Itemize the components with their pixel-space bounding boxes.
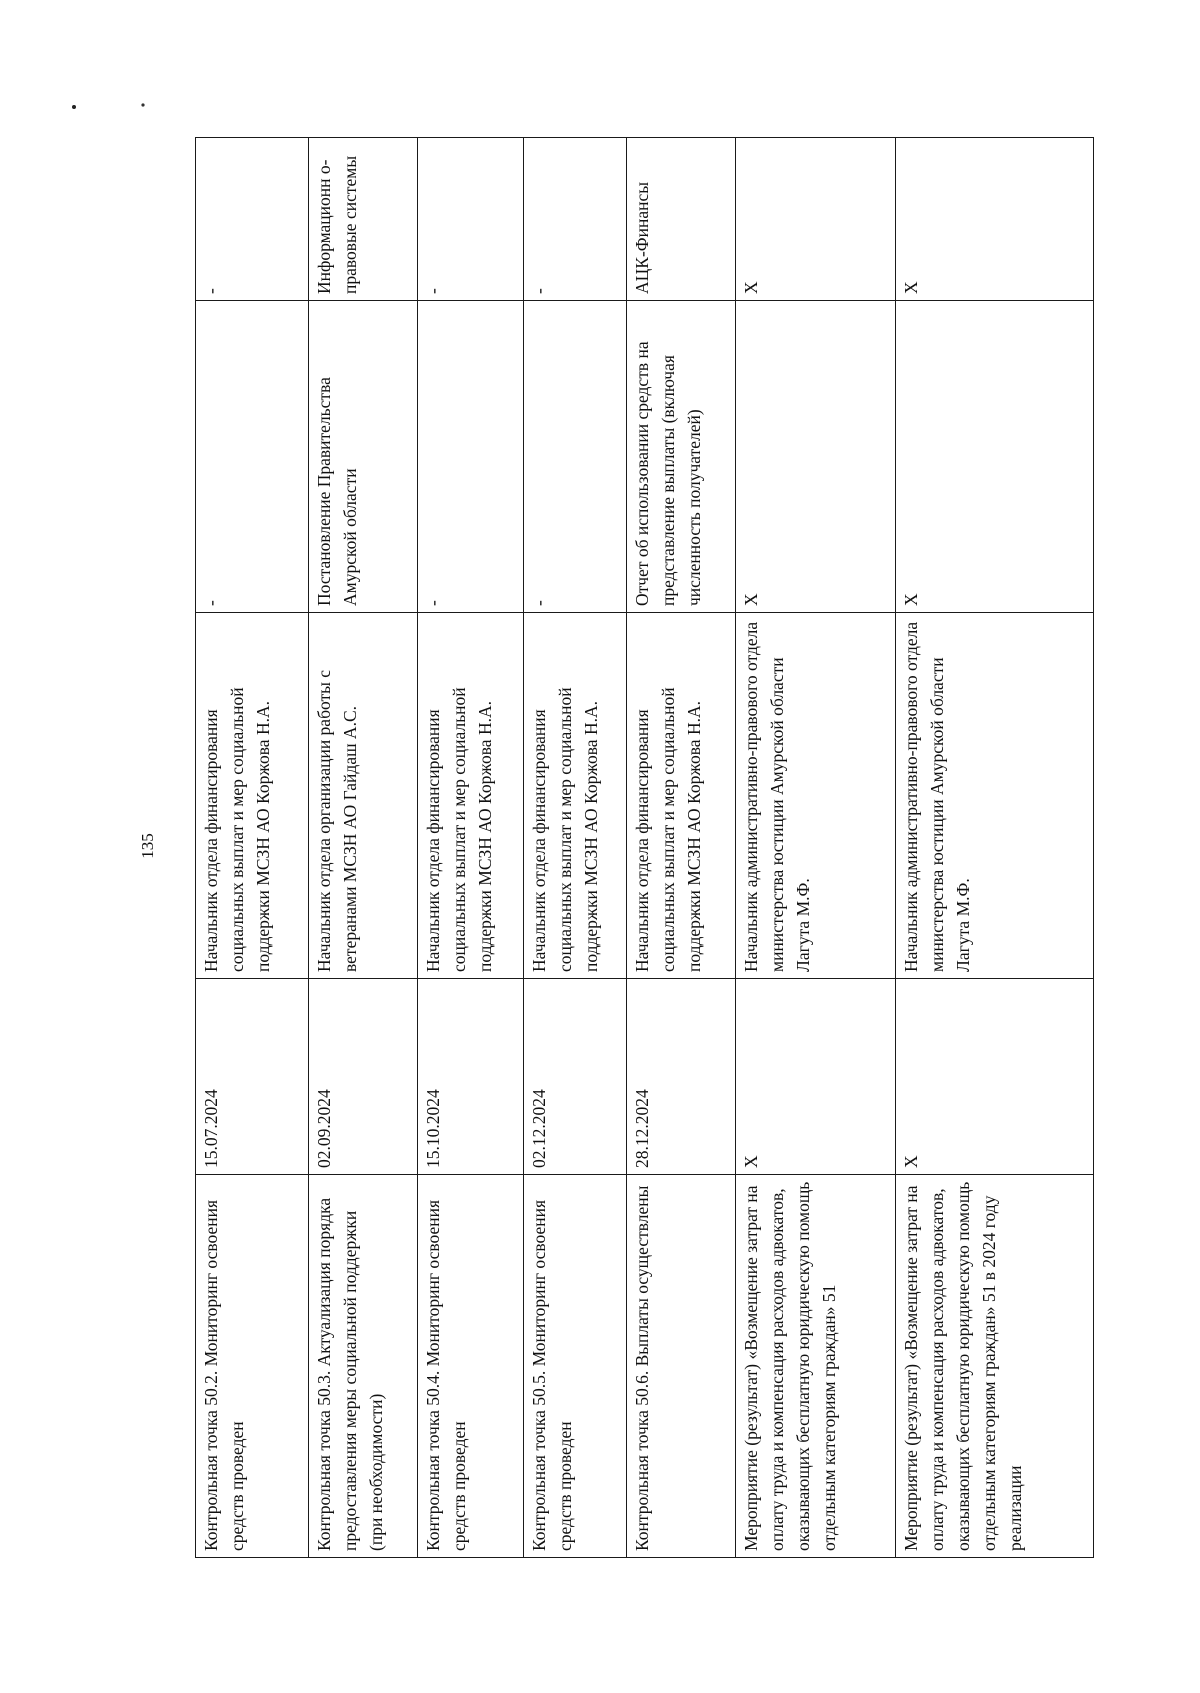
cell-responsible: Начальник отдела финансирования социальных выплат и мер социальной поддержки МСЗН АО Коржова Н.А. — [196, 613, 309, 979]
cell-name: Контрольная точка 50.2. Мониторинг освоения средств проведен — [196, 1175, 309, 1558]
cell-document: - — [418, 301, 524, 613]
cell-document: - — [196, 301, 309, 613]
cell-document: Постановление Правительства Амурской области — [309, 301, 418, 613]
cell-document: Отчет об использовании средств на представление выплаты (включая численность получателей) — [627, 301, 736, 613]
cell-responsible: Начальник отдела финансирования социальных выплат и мер социальной поддержки МСЗН АО Коржова Н.А. — [418, 613, 524, 979]
cell-system: X — [896, 138, 1094, 301]
cell-document: X — [736, 301, 896, 613]
cell-responsible: Начальник отдела организации работы с ветеранами МСЗН АО Гайдаш А.С. — [309, 613, 418, 979]
cell-date: 02.09.2024 — [309, 979, 418, 1175]
table-row — [196, 138, 309, 1558]
table-row — [896, 138, 1094, 1558]
cell-name: Контрольная точка 50.5. Мониторинг освоения средств проведен — [524, 1175, 627, 1558]
table-row — [627, 138, 736, 1558]
table-row — [736, 138, 896, 1558]
cell-system: X — [736, 138, 896, 301]
cell-responsible: Начальник административно-правового отдела министерства юстиции Амурской области Лагута М.Ф. — [896, 613, 1094, 979]
table-row — [524, 138, 627, 1558]
cell-name: Контрольная точка 50.4. Мониторинг освоения средств проведен — [418, 1175, 524, 1558]
cell-date: 28.12.2024 — [627, 979, 736, 1175]
cell-document: X — [896, 301, 1094, 613]
rotated-table-frame — [195, 138, 1093, 1558]
cell-system: - — [524, 138, 627, 301]
cell-date: 02.12.2024 — [524, 979, 627, 1175]
cell-responsible: Начальник отдела финансирования социальных выплат и мер социальной поддержки МСЗН АО Коржова Н.А. — [627, 613, 736, 979]
cell-name: Мероприятие (результат) «Возмещение затрат на оплату труда и компенсация расходов адвокатов, оказывающих бесплатную юридическую помощь отдельным категориям граждан» 51 в 2024 году реализации — [896, 1175, 1094, 1558]
cell-system: АЦК-Финансы — [627, 138, 736, 301]
cell-system: Информационн о-правовые системы — [309, 138, 418, 301]
cell-date: X — [736, 979, 896, 1175]
cell-name: Контрольная точка 50.3. Актуализация порядка предоставления меры социальной поддержки (при необходимости) — [309, 1175, 418, 1558]
table-row — [309, 138, 418, 1558]
cell-date: 15.07.2024 — [196, 979, 309, 1175]
cell-responsible: Начальник административно-правового отдела министерства юстиции Амурской области Лагута М.Ф. — [736, 613, 896, 979]
cell-name: Контрольная точка 50.6. Выплаты осуществлены — [627, 1175, 736, 1558]
cell-name: Мероприятие (результат) «Возмещение затрат на оплату труда и компенсация расходов адвокатов, оказывающих бесплатную юридическую помощь отдельным категориям граждан» 51 — [736, 1175, 896, 1558]
page-number: 135 — [138, 833, 157, 859]
cell-document: - — [524, 301, 627, 613]
cell-system: - — [196, 138, 309, 301]
control-points-table — [195, 137, 1094, 1558]
cell-date: 15.10.2024 — [418, 979, 524, 1175]
cell-responsible: Начальник отдела финансирования социальных выплат и мер социальной поддержки МСЗН АО Коржова Н.А. — [524, 613, 627, 979]
cell-system: - — [418, 138, 524, 301]
table-row — [418, 138, 524, 1558]
cell-date: X — [896, 979, 1094, 1175]
